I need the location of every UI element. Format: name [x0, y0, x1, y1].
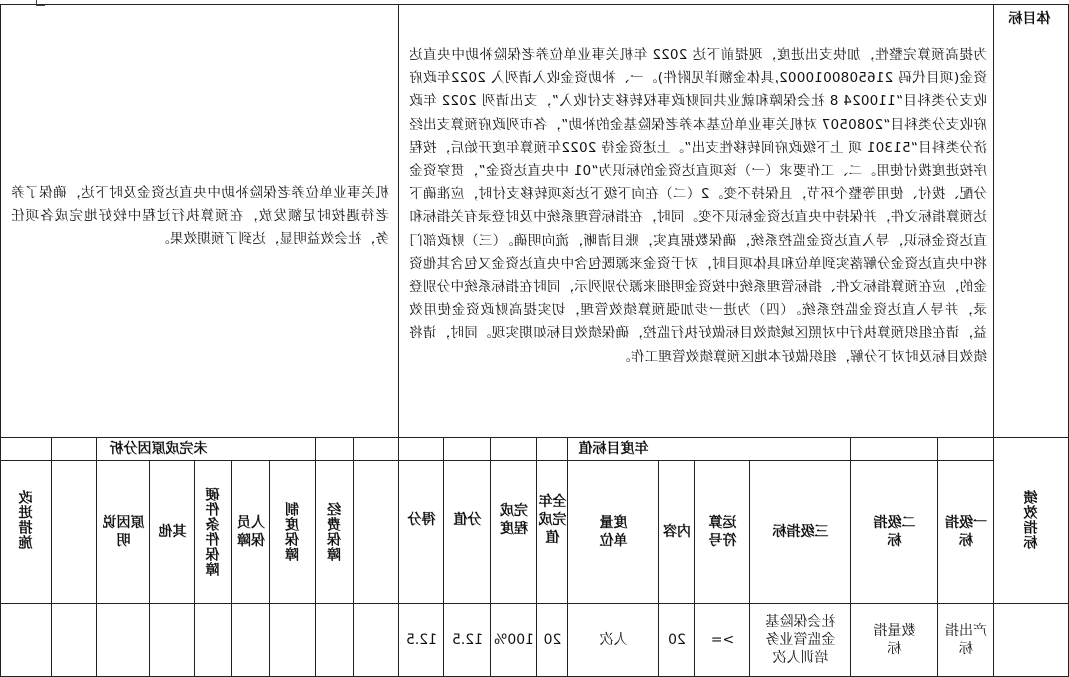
table-title-fragment: 体目标: [1008, 11, 1051, 27]
measures-header: 改进措施: [18, 490, 35, 550]
row-weight: 12.5: [451, 631, 484, 648]
personnel-header: 人员保障: [237, 514, 265, 549]
level2-header: 二级指标: [873, 514, 916, 549]
row-other: [150, 603, 195, 676]
implementation-text: 为提高预算完整性，加快支出进度，现提前下达 2022 年机关事业单位养老保险补助中央直达资金(项目代码 2165080010002,具体金额详见附件)。一、补助资金收入请列入 2022年政府收支分类科目“110024 8 社会保障和就业共同财政事权转移支付收入”，支出请列 2022 年政府收支分类科目“2080507 对机关事业单位基本养老保险基金的补助”，各市列政府预算支出经济分类科目“51301 项 上下级政府间转移性支出”。上述资金待 2022年预算年度开始后，按程序按进度拨付使用。二、工作要求（一）该项直达资金的标识为“01 中央直达资金”，贯穿资金分配、拨付、使用等整个环节，且保持不变。2（二）在向下级下达该项转移支付时，应准确下达预算指标文件，并保持中央直达资金标识不变。同时，在指标管理系统中及时登录有关指标和直达资金标识，导入直达资金监控系统，确保数据真实，账目清晰，流向明确。（三）财政部门将中央直达资金分解落实到单位和具体项目时，对于资金来源既包含中央直达资金又包含其他资金的，应在预算指标文件、指标管理系统中按资金明细来源分别列示，同时在指标系统中分别登录，并导入直达资金监控系统。（四）为进一步加强预算绩效管理，切实提高财政资金使用效益，请在组织预算执行中对照区域绩效目标做好执行监控，确保绩效目标如期实现。同时，请将绩效目标及时对下分解，组织做好本地区预算绩效管理工作。: [409, 47, 987, 365]
completion-header: 完成程度: [500, 503, 528, 537]
row-funds: [316, 603, 354, 676]
completion-text: 机关事业单位养老保险补助中央直达资金及时下达，确保了养老待遇按时足额发放，在预算执行过程中较好地完成各项任务，社会效益明显，达到了预期效果。: [11, 185, 389, 248]
row-level2: 数量指标: [873, 622, 916, 657]
grid-line: [0, 4, 1069, 5]
row-personnel: [232, 603, 270, 676]
row-score: 12.5: [405, 631, 438, 648]
reasons-header: 未完成原因分析: [109, 440, 208, 457]
operator-header: 运算符号: [708, 514, 737, 549]
system-header: 制度保障: [285, 501, 301, 562]
full-year-header: 全年完成值: [538, 494, 567, 546]
row-level3: 社会保险基金监管业务培训人次: [765, 613, 836, 666]
row-level1: 产出指标: [945, 622, 987, 657]
corner-mark: [36, 0, 45, 6]
funds-header: 经费保障: [327, 501, 343, 562]
row-full-year: 20: [543, 631, 562, 648]
explanation-header: 原因说明: [102, 514, 145, 549]
row-system: [270, 603, 316, 676]
overall-goal-header: [994, 4, 1065, 34]
other-header: 其他: [158, 523, 187, 540]
row-header-performance-indicators: 绩效指标: [1023, 490, 1040, 550]
row-unit: 人次: [599, 631, 628, 648]
row-operator: >=: [710, 631, 735, 648]
row-explanation: [97, 603, 150, 676]
weight-header: 分值: [453, 512, 482, 528]
annual-target-header: 年度目标值: [578, 440, 649, 457]
grid-line: [398, 4, 399, 438]
row-completion: 100%: [493, 631, 535, 648]
score-header: 得分: [407, 512, 436, 528]
unit-header: 度量单位: [599, 514, 628, 549]
content-header: 内容: [663, 523, 691, 540]
level3-header: 三级指标: [772, 523, 829, 540]
row-hardware: [195, 603, 232, 676]
hardware-header: 硬件条件保障: [205, 486, 222, 577]
row-content: 20: [668, 631, 686, 648]
level1-header: 一级指标: [945, 514, 987, 549]
row-measures: [1, 603, 52, 676]
